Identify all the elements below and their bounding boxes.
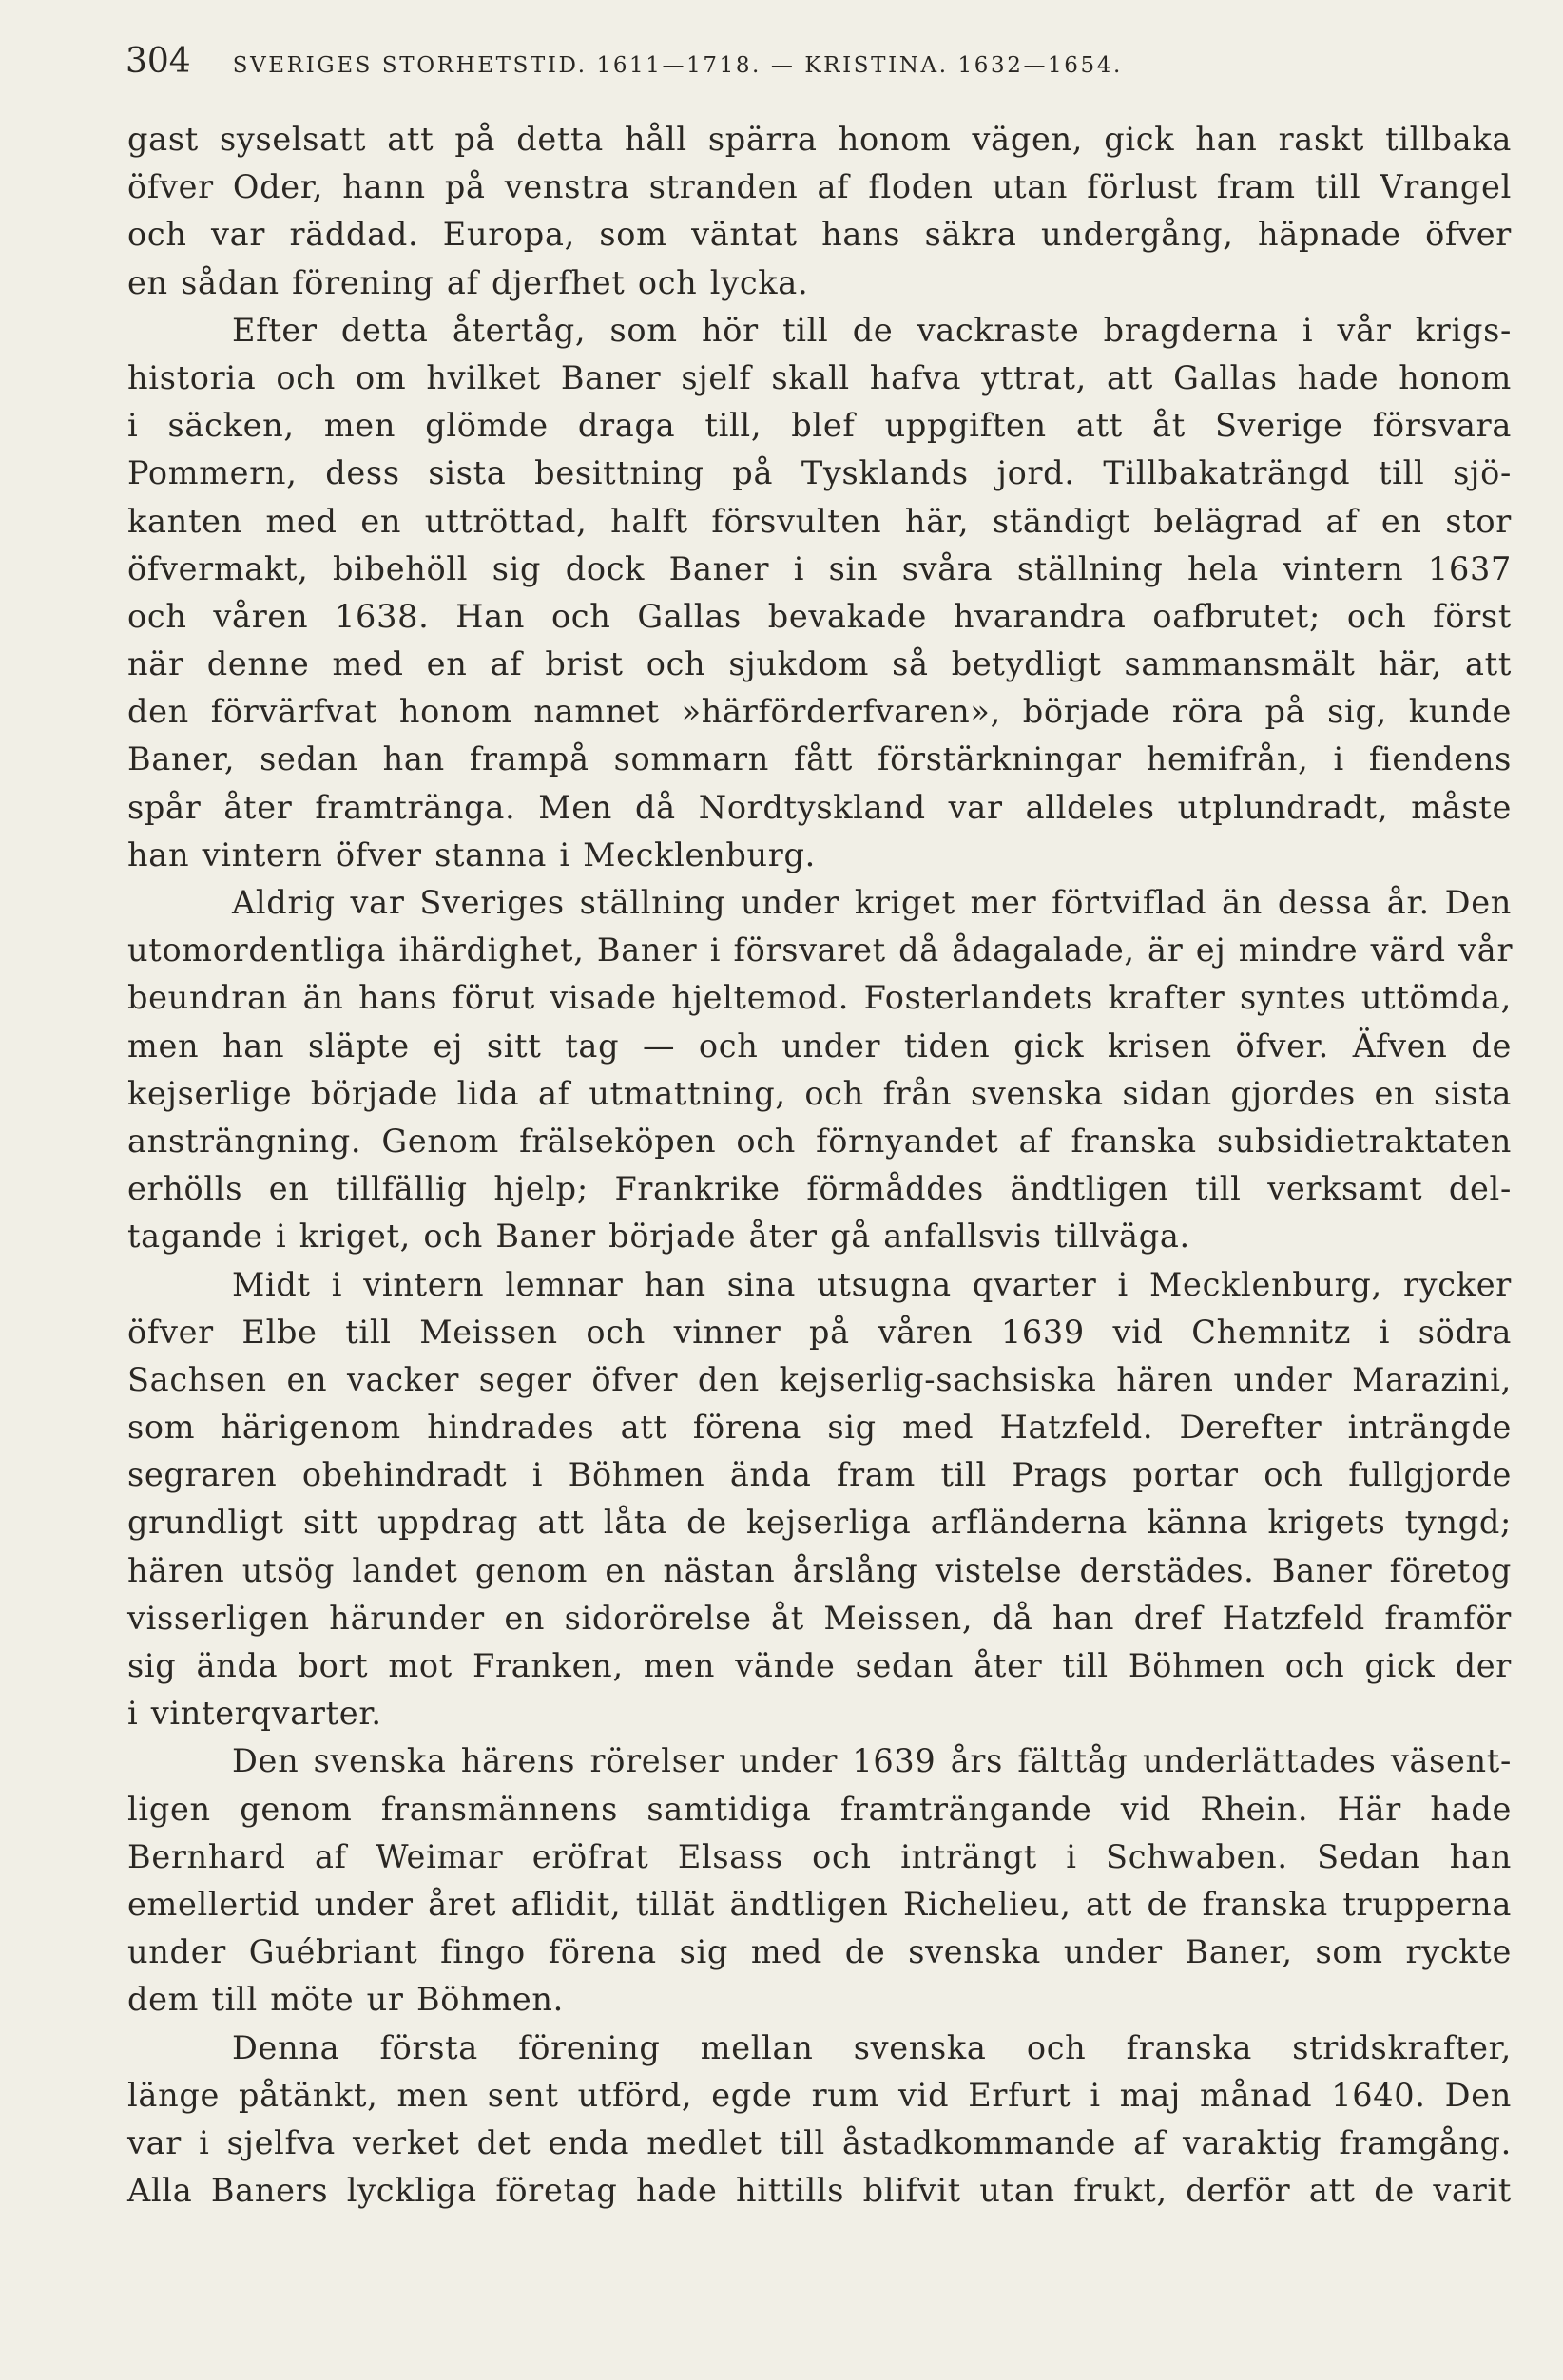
text-line: Denna första förening mellan svenska och franska stridskrafter, (232, 2028, 1512, 2066)
text-line: visserligen härunder en sidorörelse åt Meissen, då han dref Hatzfeld framför (127, 1599, 1512, 1637)
text-line: han vintern öfver stanna i Mecklenburg. (127, 835, 816, 873)
paragraph (127, 1737, 1512, 2024)
text-line: i vinterqvarter. (127, 1695, 382, 1733)
text-line: öfver Oder, hann på venstra stranden af floden utan förlust fram till Vrangel (127, 168, 1512, 206)
text-line: kejserlige började lida af utmattning, och från svenska sidan gjordes en sista (127, 1074, 1512, 1112)
text-line: Bernhard af Weimar eröfrat Elsass och inträngt i Schwaben. Sedan han (127, 1837, 1512, 1875)
text-line: när denne med en af brist och sjukdom så betydligt sammansmält här, att (127, 645, 1512, 683)
text-line: i säcken, men glömde draga till, blef uppgiften att åt Sverige försvara (127, 407, 1512, 445)
page-header (125, 42, 1514, 99)
running-head: SVERIGES STORHETSTID. 1611—1718. — KRISTINA. 1632—1654. (232, 53, 1123, 78)
text-line: historia och om hvilket Baner sjelf skall hafva yttrat, att Gallas hade honom (127, 358, 1512, 396)
text-line: kanten med en uttröttad, halft försvulten här, ständigt belägrad af en stor (127, 502, 1512, 540)
text-line: spår åter framtränga. Men då Nordtyskland var alldeles utplundradt, måste (127, 788, 1512, 826)
page-number: 304 (125, 42, 191, 81)
paragraph (127, 2025, 1512, 2216)
text-line: Alla Baners lyckliga företag hade hittills blifvit utan frukt, derför att de varit (127, 2172, 1512, 2210)
text-line: Sachsen en vacker seger öfver den kejserlig-sachsiska hären under Marazini, (127, 1360, 1512, 1398)
text-line: och var räddad. Europa, som väntat hans säkra undergång, häpnade öfver (127, 216, 1512, 254)
text-line: utomordentliga ihärdighet, Baner i försvaret då ådagalade, är ej mindre värd vår (127, 931, 1514, 969)
text-line: ligen genom fransmännens samtidiga framträngande vid Rhein. Här hade (127, 1790, 1512, 1828)
text-line: och våren 1638. Han och Gallas bevakade hvarandra oafbrutet; och först (127, 597, 1512, 635)
text-line: segraren obehindradt i Böhmen ända fram till Prags portar och fullgjorde (127, 1456, 1512, 1494)
text-line: men han släpte ej sitt tag — och under tiden gick krisen öfver. Äfven de (127, 1027, 1512, 1065)
text-line: sig ända bort mot Franken, men vände sedan åter till Böhmen och gick der (127, 1647, 1512, 1684)
paragraph (127, 879, 1512, 1261)
text-line: den förvärfvat honom namnet »härförderfvaren», började röra på sig, kunde (127, 693, 1512, 731)
text-line: tagande i kriget, och Baner började åter gå anfallsvis tillväga. (127, 1218, 1190, 1256)
text-line: Baner, sedan han frampå sommarn fått förstärkningar hemifrån, i fiendens (127, 740, 1512, 778)
text-line: Efter detta återtåg, som hör till de vackraste bragderna i vår krigs- (232, 311, 1512, 349)
paragraph (127, 1261, 1512, 1738)
text-line: en sådan förening af djerfhet och lycka. (127, 263, 809, 301)
text-line: under Guébriant fingo förena sig med de svenska under Baner, som ryckte (127, 1933, 1512, 1971)
text-line: länge påtänkt, men sent utförd, egde rum vid Erfurt i maj månad 1640. Den (127, 2076, 1512, 2114)
text-line: gast syselsatt att på detta håll spärra honom vägen, gick han raskt tillbaka (127, 121, 1512, 158)
paragraph (127, 116, 1512, 307)
text-line: emellertid under året aflidit, tillät ändtligen Richelieu, att de franska trupperna (127, 1885, 1512, 1923)
text-line: Midt i vintern lemnar han sina utsugna qvarter i Mecklenburg, rycker (232, 1265, 1512, 1303)
text-line: var i sjelfva verket det enda medlet till åstadkommande af varaktig framgång. (127, 2123, 1512, 2161)
text-line: erhölls en tillfällig hjelp; Frankrike förmåddes ändtligen till verksamt del- (127, 1170, 1512, 1208)
text-line: beundran än hans förut visade hjeltemod. Fosterlandets krafter syntes uttömda, (127, 979, 1512, 1017)
text-line: öfvermakt, bibehöll sig dock Baner i sin svåra ställning hela vintern 1637 (127, 549, 1512, 587)
text-line: som härigenom hindrades att förena sig med Hatzfeld. Derefter inträngde (127, 1409, 1512, 1447)
body-text (127, 116, 1512, 2215)
text-line: Den svenska härens rörelser under 1639 års fälttåg underlättades väsent- (232, 1742, 1512, 1780)
text-line: öfver Elbe till Meissen och vinner på våren 1639 vid Chemnitz i södra (127, 1313, 1512, 1351)
text-line: ansträngning. Genom frälseköpen och förnyandet af franska subsidietraktaten (127, 1122, 1512, 1160)
paragraph (127, 307, 1512, 879)
text-line: hären utsög landet genom en nästan årslång vistelse derstädes. Baner företog (127, 1551, 1512, 1589)
text-line: dem till möte ur Böhmen. (127, 1981, 565, 2019)
text-line: Pommern, dess sista besittning på Tysklands jord. Tillbakaträngd till sjö- (127, 454, 1512, 492)
text-line: Aldrig var Sveriges ställning under kriget mer förtviflad än dessa år. Den (232, 884, 1512, 921)
text-line: grundligt sitt uppdrag att låta de kejserliga arfländerna känna krigets tyngd; (127, 1504, 1512, 1542)
